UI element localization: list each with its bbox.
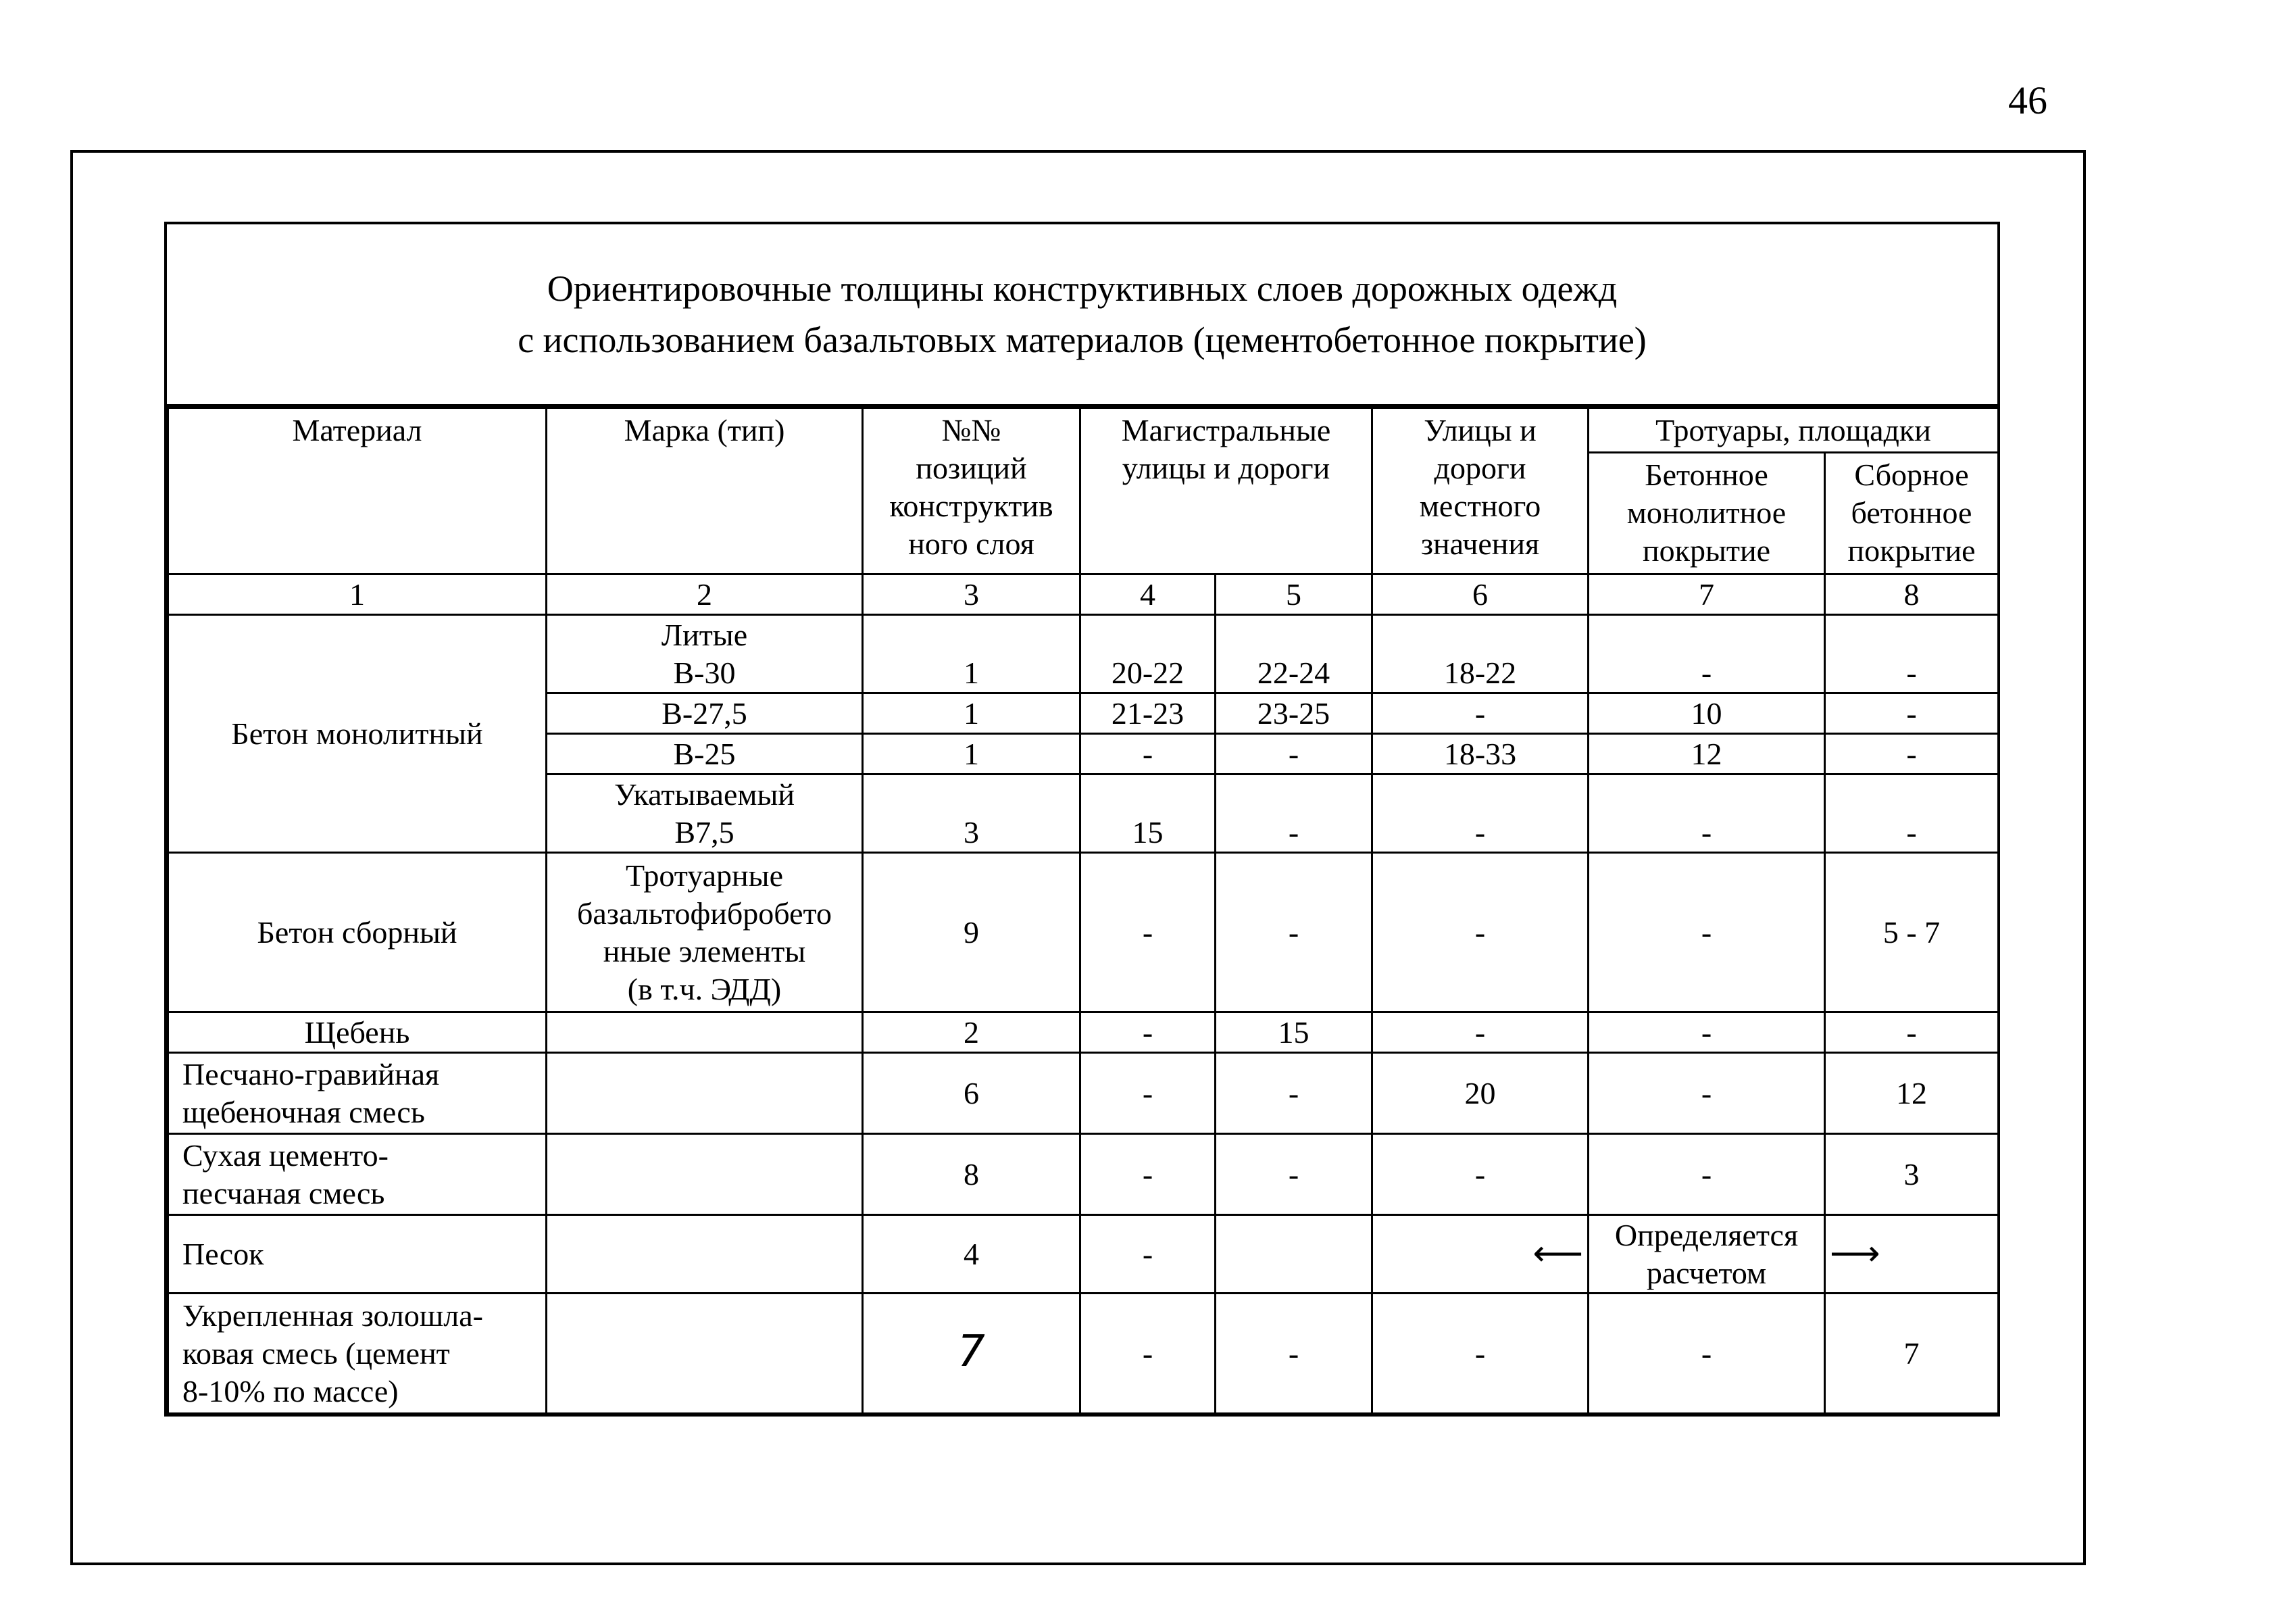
value-cell: - bbox=[1216, 1053, 1372, 1134]
value-cell: 20-22 bbox=[1080, 615, 1216, 693]
value-cell: - bbox=[1589, 853, 1825, 1012]
handwritten-number: 7 bbox=[957, 1326, 985, 1377]
position-cell: 1 bbox=[863, 693, 1080, 734]
header-sidewalks: Тротуары, площадки bbox=[1589, 408, 1999, 453]
header-local-roads: Улицы и дороги местного значения bbox=[1372, 408, 1589, 574]
value-cell bbox=[1372, 1215, 1589, 1294]
header-row bbox=[168, 408, 1999, 453]
header-grade: Марка (тип) bbox=[547, 408, 863, 574]
value-cell: 18-33 bbox=[1372, 734, 1589, 774]
value-cell: - bbox=[1216, 734, 1372, 774]
value-cell: 15 bbox=[1080, 774, 1216, 853]
value-cell: - bbox=[1372, 853, 1589, 1012]
header-main-roads: Магистральные улицы и дороги bbox=[1080, 408, 1372, 574]
value-cell: - bbox=[1080, 1215, 1216, 1294]
value-cell: - bbox=[1372, 693, 1589, 734]
value-cell: 21-23 bbox=[1080, 693, 1216, 734]
col-number: 6 bbox=[1372, 574, 1589, 615]
title-line-2: с использованием базальтовых материалов (цементобетонное покрытие) bbox=[518, 320, 1647, 360]
col-number: 4 bbox=[1080, 574, 1216, 615]
grade-cell bbox=[547, 1012, 863, 1053]
grade-cell: Укатываемый В7,5 bbox=[547, 774, 863, 853]
value-cell: - bbox=[1216, 774, 1372, 853]
value-cell bbox=[1216, 1215, 1372, 1294]
header-monolith-coating: Бетонное монолитное покрытие bbox=[1589, 453, 1825, 574]
table-row bbox=[168, 615, 1999, 693]
col-number: 8 bbox=[1825, 574, 1999, 615]
grade-cell: В-25 bbox=[547, 734, 863, 774]
col-number: 7 bbox=[1589, 574, 1825, 615]
col-number: 5 bbox=[1216, 574, 1372, 615]
value-cell: - bbox=[1080, 1012, 1216, 1053]
value-cell: - bbox=[1080, 1294, 1216, 1414]
table-row bbox=[168, 1053, 1999, 1134]
grade-cell: Тротуарные базальтофибробето нные элементы (в т.ч. ЭДД) bbox=[547, 853, 863, 1012]
value-cell: - bbox=[1080, 1134, 1216, 1215]
position-cell: 1 bbox=[863, 615, 1080, 693]
position-cell: 8 bbox=[863, 1134, 1080, 1215]
value-cell: - bbox=[1825, 1012, 1999, 1053]
table-row bbox=[168, 1294, 1999, 1414]
table-row bbox=[168, 853, 1999, 1012]
material-cell: Щебень bbox=[168, 1012, 547, 1053]
arrow-left-icon: ⟵ bbox=[1532, 1233, 1583, 1274]
grade-cell bbox=[547, 1053, 863, 1134]
value-cell: - bbox=[1589, 1053, 1825, 1134]
page-number: 46 bbox=[2008, 78, 2047, 122]
position-cell bbox=[863, 1294, 1080, 1414]
value-cell: 12 bbox=[1825, 1053, 1999, 1134]
material-cell: Бетон сборный bbox=[168, 853, 547, 1012]
position-cell: 4 bbox=[863, 1215, 1080, 1294]
grade-cell: Литые В-30 bbox=[547, 615, 863, 693]
value-cell: - bbox=[1589, 1294, 1825, 1414]
value-cell: - bbox=[1589, 1134, 1825, 1215]
value-cell: - bbox=[1080, 853, 1216, 1012]
material-cell: Песок bbox=[168, 1215, 547, 1294]
col-number: 1 bbox=[168, 574, 547, 615]
value-cell: 12 bbox=[1589, 734, 1825, 774]
header-positions: №№ позиций конструктив ного слоя bbox=[863, 408, 1080, 574]
table-row bbox=[168, 1215, 1999, 1294]
material-cell: Сухая цементо- песчаная смесь bbox=[168, 1134, 547, 1215]
grade-cell bbox=[547, 1294, 863, 1414]
col-number: 3 bbox=[863, 574, 1080, 615]
value-cell: 7 bbox=[1825, 1294, 1999, 1414]
position-cell: 2 bbox=[863, 1012, 1080, 1053]
value-cell bbox=[1825, 1215, 1999, 1294]
arrow-right-icon: ⟶ bbox=[1830, 1233, 1880, 1274]
value-cell: - bbox=[1372, 1294, 1589, 1414]
value-cell: 23-25 bbox=[1216, 693, 1372, 734]
value-cell: - bbox=[1825, 615, 1999, 693]
material-cell: Укрепленная золошла- ковая смесь (цемент 8-10% по массе) bbox=[168, 1294, 547, 1414]
grade-cell bbox=[547, 1134, 863, 1215]
value-cell: 18-22 bbox=[1372, 615, 1589, 693]
value-cell: - bbox=[1589, 615, 1825, 693]
value-cell: 3 bbox=[1825, 1134, 1999, 1215]
value-cell: 20 bbox=[1372, 1053, 1589, 1134]
position-cell: 1 bbox=[863, 734, 1080, 774]
position-cell: 6 bbox=[863, 1053, 1080, 1134]
note-cell: Определяется расчетом bbox=[1589, 1215, 1825, 1294]
grade-cell: В-27,5 bbox=[547, 693, 863, 734]
header-precast-coating: Сборное бетонное покрытие bbox=[1825, 453, 1999, 574]
value-cell: - bbox=[1216, 1294, 1372, 1414]
thickness-table bbox=[167, 407, 1999, 1414]
table-row bbox=[168, 1134, 1999, 1215]
header-material: Материал bbox=[168, 408, 547, 574]
material-cell: Песчано-гравийная щебеночная смесь bbox=[168, 1053, 547, 1134]
value-cell: - bbox=[1372, 1134, 1589, 1215]
value-cell: - bbox=[1825, 693, 1999, 734]
position-cell: 3 bbox=[863, 774, 1080, 853]
value-cell: 10 bbox=[1589, 693, 1825, 734]
value-cell: - bbox=[1825, 734, 1999, 774]
value-cell: - bbox=[1372, 1012, 1589, 1053]
table-row bbox=[168, 1012, 1999, 1053]
value-cell: - bbox=[1216, 1134, 1372, 1215]
material-cell: Бетон монолитный bbox=[168, 615, 547, 853]
value-cell: - bbox=[1589, 1012, 1825, 1053]
col-number: 2 bbox=[547, 574, 863, 615]
value-cell: 22-24 bbox=[1216, 615, 1372, 693]
position-cell: 9 bbox=[863, 853, 1080, 1012]
grade-cell bbox=[547, 1215, 863, 1294]
value-cell: 5 - 7 bbox=[1825, 853, 1999, 1012]
title-line-1: Ориентировочные толщины конструктивных слоев дорожных одежд bbox=[547, 268, 1618, 309]
value-cell: 15 bbox=[1216, 1012, 1372, 1053]
value-cell: - bbox=[1372, 774, 1589, 853]
value-cell: - bbox=[1080, 1053, 1216, 1134]
value-cell: - bbox=[1080, 734, 1216, 774]
value-cell: - bbox=[1825, 774, 1999, 853]
value-cell: - bbox=[1216, 853, 1372, 1012]
table-title bbox=[167, 224, 1997, 407]
column-numbers-row bbox=[168, 574, 1999, 615]
value-cell: - bbox=[1589, 774, 1825, 853]
